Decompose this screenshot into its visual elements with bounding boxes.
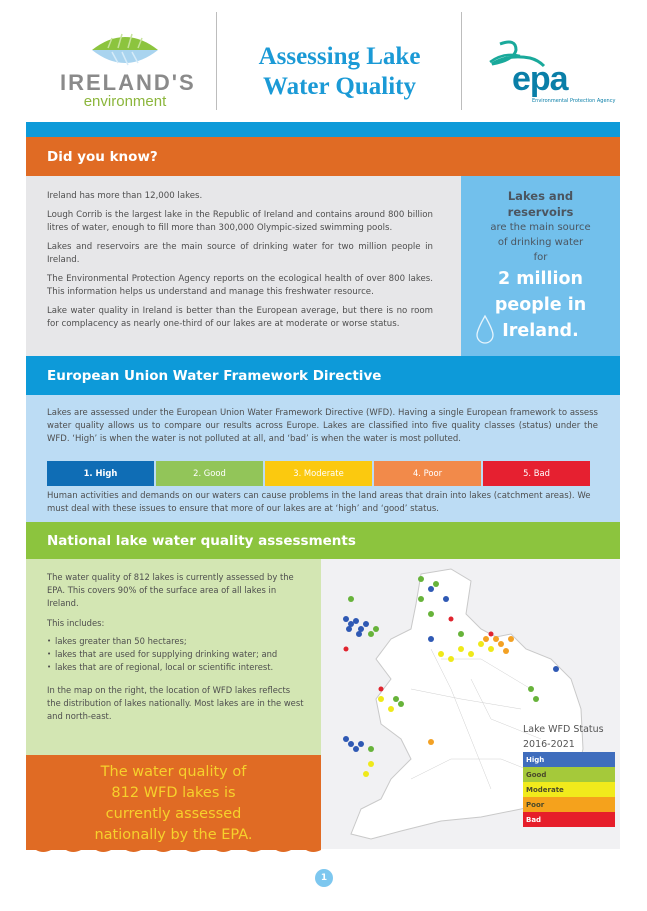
legend-good: Good [523, 767, 615, 782]
page-title [217, 42, 462, 102]
fact-paragraph: The Environmental Protection Agency reports on the ecological health of over 800 lakes. This information helps us understand and manage this freshwater resource. [47, 274, 433, 297]
list-item: • lakes that are used for supplying drinking water; and [47, 648, 305, 661]
list-item: • lakes that are of regional, local or scientific interest. [47, 661, 305, 674]
criteria-list [47, 635, 305, 674]
wfd-intro: Lakes are assessed under the European Union Water Framework Directive (WFD). Having a single European framework to assess water quality allows us to compare our results across Europe. Lakes are classified into five quality classes (status) under the WFD. ‘High’ is when the water is not polluted at all, and ‘bad’ is when the water is most polluted. [47, 408, 598, 444]
callout-text: nationally by the EPA. [94, 827, 253, 843]
header-divider [461, 12, 462, 110]
epa-wordmark: epa [512, 60, 568, 98]
environment-wordmark: environment [83, 93, 167, 110]
water-drop-icon [475, 314, 495, 344]
irelands-environment-logo [60, 30, 196, 110]
class-bad: 5. Bad [483, 461, 590, 486]
wfd-body [26, 395, 620, 522]
fact-paragraph: Lough Corrib is the largest lake in the Republic of Ireland and contains around 800 billion litres of water, enough to fill more than 300,000 Olympic-sized swimming pools. [47, 210, 433, 233]
legend-period: 2016-2021 [523, 739, 575, 750]
epa-subtitle: Environmental Protection Agency [532, 98, 616, 104]
national-paragraph: In the map on the right, the location of WFD lakes reflects the distribution of lakes nationally. Most lakes are in the west and north-east. [47, 685, 304, 721]
top-accent-bar [26, 122, 620, 137]
quality-class-scale [47, 461, 590, 486]
callout-text: are the main source [490, 222, 591, 233]
page-number-badge: 1 [315, 869, 333, 887]
fact-paragraph: Lakes and reservoirs are the main source of drinking water for two million people in Ireland. [47, 242, 433, 265]
legend-title: Lake WFD Status [523, 724, 604, 735]
callout-text: of drinking water [497, 237, 584, 248]
wave-border [26, 846, 321, 856]
section-heading-did-you-know: Did you know? [26, 137, 620, 176]
callout-text: 812 WFD lakes is [111, 785, 236, 801]
title-line-2: Water Quality [262, 73, 416, 100]
callout-text: for [533, 252, 548, 263]
irelands-wordmark: IRELAND'S [60, 70, 196, 95]
section-heading-national: National lake water quality assessments [26, 522, 620, 559]
drinking-water-callout [461, 176, 620, 356]
list-item: • lakes greater than 50 hectares; [47, 635, 305, 648]
did-you-know-body [26, 176, 461, 356]
section-heading-wfd: European Union Water Framework Directive [26, 356, 620, 395]
class-poor: 4. Poor [374, 461, 481, 486]
title-line-1: Assessing Lake [258, 43, 421, 70]
callout-highlight: Ireland. [502, 321, 579, 341]
class-good: 2. Good [156, 461, 263, 486]
callout-highlight: 2 million [498, 269, 583, 289]
leaf-logo-icon [90, 30, 160, 70]
map-legend [523, 722, 615, 827]
lakes-assessed-callout [26, 755, 321, 850]
callout-text: Lakes and [507, 189, 574, 203]
national-body [26, 559, 321, 755]
callout-text: currently assessed [105, 806, 242, 822]
legend-bad: Bad [523, 812, 615, 827]
callout-text: reservoirs [507, 205, 574, 219]
legend-high: High [523, 752, 615, 767]
class-moderate: 3. Moderate [265, 461, 372, 486]
wfd-outro: Human activities and demands on our waters can cause problems in the land areas that drain into lakes (catchment areas). We must deal with these issues to ensure that more of our lakes are at ‘high’ and ‘good’ status. [47, 491, 591, 514]
legend-moderate: Moderate [523, 782, 615, 797]
legend-poor: Poor [523, 797, 615, 812]
national-paragraph: This includes: [47, 618, 105, 628]
fact-paragraph: Ireland has more than 12,000 lakes. [47, 191, 203, 201]
callout-text: The water quality of [100, 764, 247, 780]
fact-paragraph: Lake water quality in Ireland is better than the European average, but there is no room for complacency as nearly one-third of our lakes are at moderate or worse status. [47, 306, 433, 329]
class-high: 1. High [47, 461, 154, 486]
callout-highlight: people in [494, 295, 587, 315]
page-header [0, 0, 647, 122]
epa-logo [480, 40, 620, 115]
national-paragraph: The water quality of 812 lakes is currently assessed by the EPA. This covers 90% of the surface area of all lakes in Ireland. [47, 572, 294, 608]
